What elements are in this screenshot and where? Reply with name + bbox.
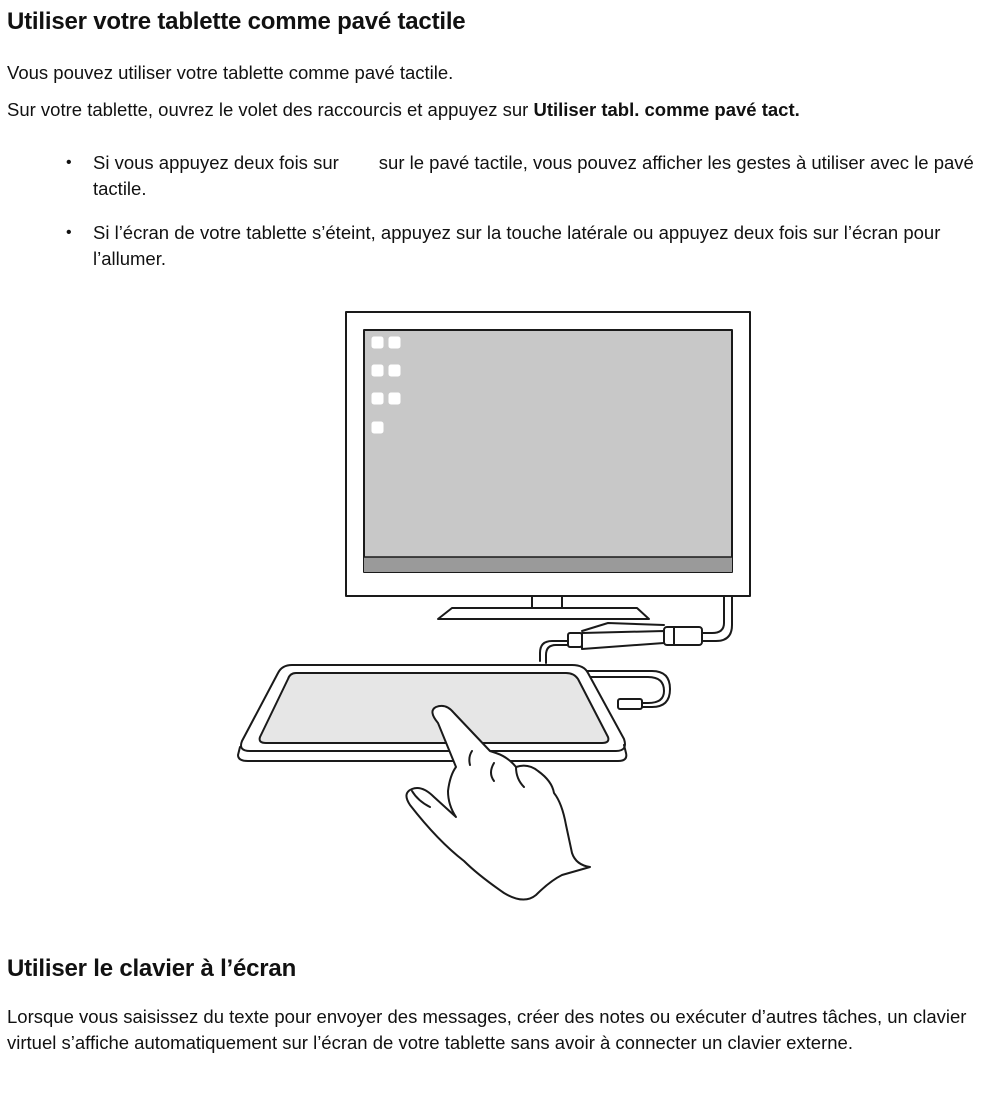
bullet-text <box>93 150 983 202</box>
section-title-keyboard: Utiliser le clavier à l’écran <box>7 955 297 982</box>
bullet-text-before-icon: Si vous appuyez deux fois sur <box>93 152 339 173</box>
monitor-screen <box>364 330 732 572</box>
bullet-dot: • <box>66 154 72 171</box>
bullet-dot: • <box>66 224 72 241</box>
instruction-prefix: Sur votre tablette, ouvrez le volet des raccourcis et appuyez sur <box>7 99 534 120</box>
bullet-text: Si l’écran de votre tablette s’éteint, appuyez sur la touche latérale ou appuyez deux fois sur l’écran pour l’allumer. <box>93 222 941 269</box>
monitor-icon <box>346 312 750 619</box>
keyboard-body-text: Lorsque vous saisissez du texte pour envoyer des messages, créer des notes ou exécuter d’autres tâches, un clavier virtuel s’affiche automatiquement sur l’écran de votre tablette sans avoir à connecter un clavier externe. <box>7 1006 967 1053</box>
instruction-text <box>7 97 800 123</box>
bullet-text-after-icon: sur le pavé tactile, vous pouvez afficher les gestes à utiliser avec le pavé tactile. <box>93 152 974 199</box>
instruction-bold-label: Utiliser tabl. comme pavé tact. <box>533 99 800 120</box>
intro-text: Vous pouvez utiliser votre tablette comme pavé tactile. <box>7 62 454 83</box>
touchpad-illustration <box>232 305 752 905</box>
section-title-touchpad: Utiliser votre tablette comme pavé tactile <box>7 8 466 35</box>
taskbar <box>364 557 732 572</box>
